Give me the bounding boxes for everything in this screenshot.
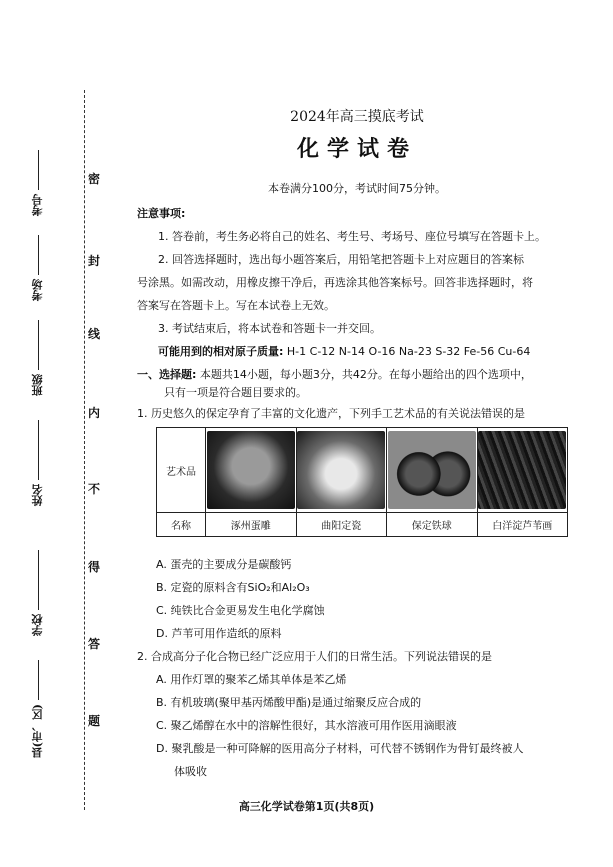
row-header-artwork: 艺术品 — [157, 428, 206, 513]
q1-option-d: D. 芦苇可用作造纸的原料 — [156, 627, 282, 640]
artwork-image-egg — [206, 428, 297, 513]
note-item: 号涂黑。如需改动，用橡皮擦干净后，再选涂其他答案标号。回答非选择题时，将 — [137, 276, 533, 289]
notes-heading: 注意事项: — [137, 207, 186, 220]
field-county: 县(市、区) — [28, 660, 48, 758]
artwork-image-iron-balls — [387, 428, 478, 513]
q1-option-b: B. 定瓷的原料含有SiO₂和Al₂O₃ — [156, 581, 310, 594]
seal-char: 线 — [88, 327, 101, 341]
field-exam-room: 考场 — [28, 235, 48, 301]
q2-option-d: D. 聚乳酸是一种可降解的医用高分子材料，可代替不锈钢作为骨钉最终被人 — [156, 742, 524, 755]
artwork-name: 涿州蛋雕 — [206, 513, 297, 537]
section-desc: 本题共14小题，每小题3分，共42分。在每小题给出的四个选项中， — [199, 368, 532, 381]
subject-title: 化学试卷 — [296, 137, 417, 162]
question-1-stem: 1. 历史悠久的保定孕育了丰富的文化遗产，下列手工艺术品的有关说法错误的是 — [137, 407, 525, 420]
seal-char: 答 — [88, 637, 101, 651]
seal-char: 题 — [88, 714, 101, 728]
artwork-table — [156, 427, 568, 537]
field-exam-number: 考号 — [28, 150, 48, 216]
exam-title: 2024年高三摸底考试 — [290, 109, 424, 125]
row-header-name: 名称 — [157, 513, 206, 537]
artwork-image-porcelain — [296, 428, 387, 513]
note-item: 答案写在答题卡上。写在本试卷上无效。 — [137, 299, 335, 312]
field-class: 班级 — [28, 320, 48, 396]
seal-char: 内 — [88, 406, 101, 420]
section-title: 一、选择题: — [137, 368, 197, 381]
seal-char: 封 — [88, 254, 101, 268]
note-item: 3. 考试结束后，将本试卷和答题卡一并交回。 — [158, 322, 381, 335]
atomic-mass-line — [158, 340, 530, 363]
question-2-stem: 2. 合成高分子化合物已经广泛应用于人们的日常生活。下列说法错误的是 — [137, 650, 492, 663]
binding-dashed-line — [84, 90, 85, 810]
seal-char: 得 — [88, 560, 101, 574]
q2-option-a: A. 用作灯罩的聚苯乙烯其单体是苯乙烯 — [156, 673, 347, 686]
field-school: 学校 — [28, 550, 48, 636]
artwork-name: 曲阳定瓷 — [296, 513, 387, 537]
q1-option-a: A. 蛋壳的主要成分是碳酸钙 — [156, 558, 292, 571]
artwork-image-reed-painting — [477, 428, 568, 513]
page-footer: 高三化学试卷第1页(共8页) — [238, 800, 375, 813]
artwork-name: 白洋淀芦苇画 — [477, 513, 568, 537]
q1-option-c: C. 纯铁比合金更易发生电化学腐蚀 — [156, 604, 325, 617]
q2-option-d-cont: 体吸收 — [174, 765, 207, 778]
note-item: 1. 答卷前，考生务必将自己的姓名、考生号、考场号、座位号填写在答题卡上。 — [158, 230, 546, 243]
seal-char: 密 — [88, 172, 101, 186]
seal-char: 不 — [88, 482, 101, 496]
artwork-name: 保定铁球 — [387, 513, 478, 537]
note-item: 2. 回答选择题时，选出每小题答案后，用铅笔把答题卡上对应题目的答案标 — [158, 253, 524, 266]
section-desc-2: 只有一项是符合题目要求的。 — [164, 386, 307, 399]
q2-option-c: C. 聚乙烯醇在水中的溶解性很好，其水溶液可用作医用滴眼液 — [156, 719, 457, 732]
atomic-mass-label: 可能用到的相对原子质量: — [158, 345, 284, 358]
q2-option-b: B. 有机玻璃(聚甲基丙烯酸甲酯)是通过缩聚反应合成的 — [156, 696, 422, 709]
field-name: 姓名 — [28, 420, 48, 506]
atomic-mass-values: H-1 C-12 N-14 O-16 Na-23 S-32 Fe-56 Cu-64 — [286, 345, 531, 358]
exam-info: 本卷满分100分，考试时间75分钟。 — [268, 182, 446, 195]
